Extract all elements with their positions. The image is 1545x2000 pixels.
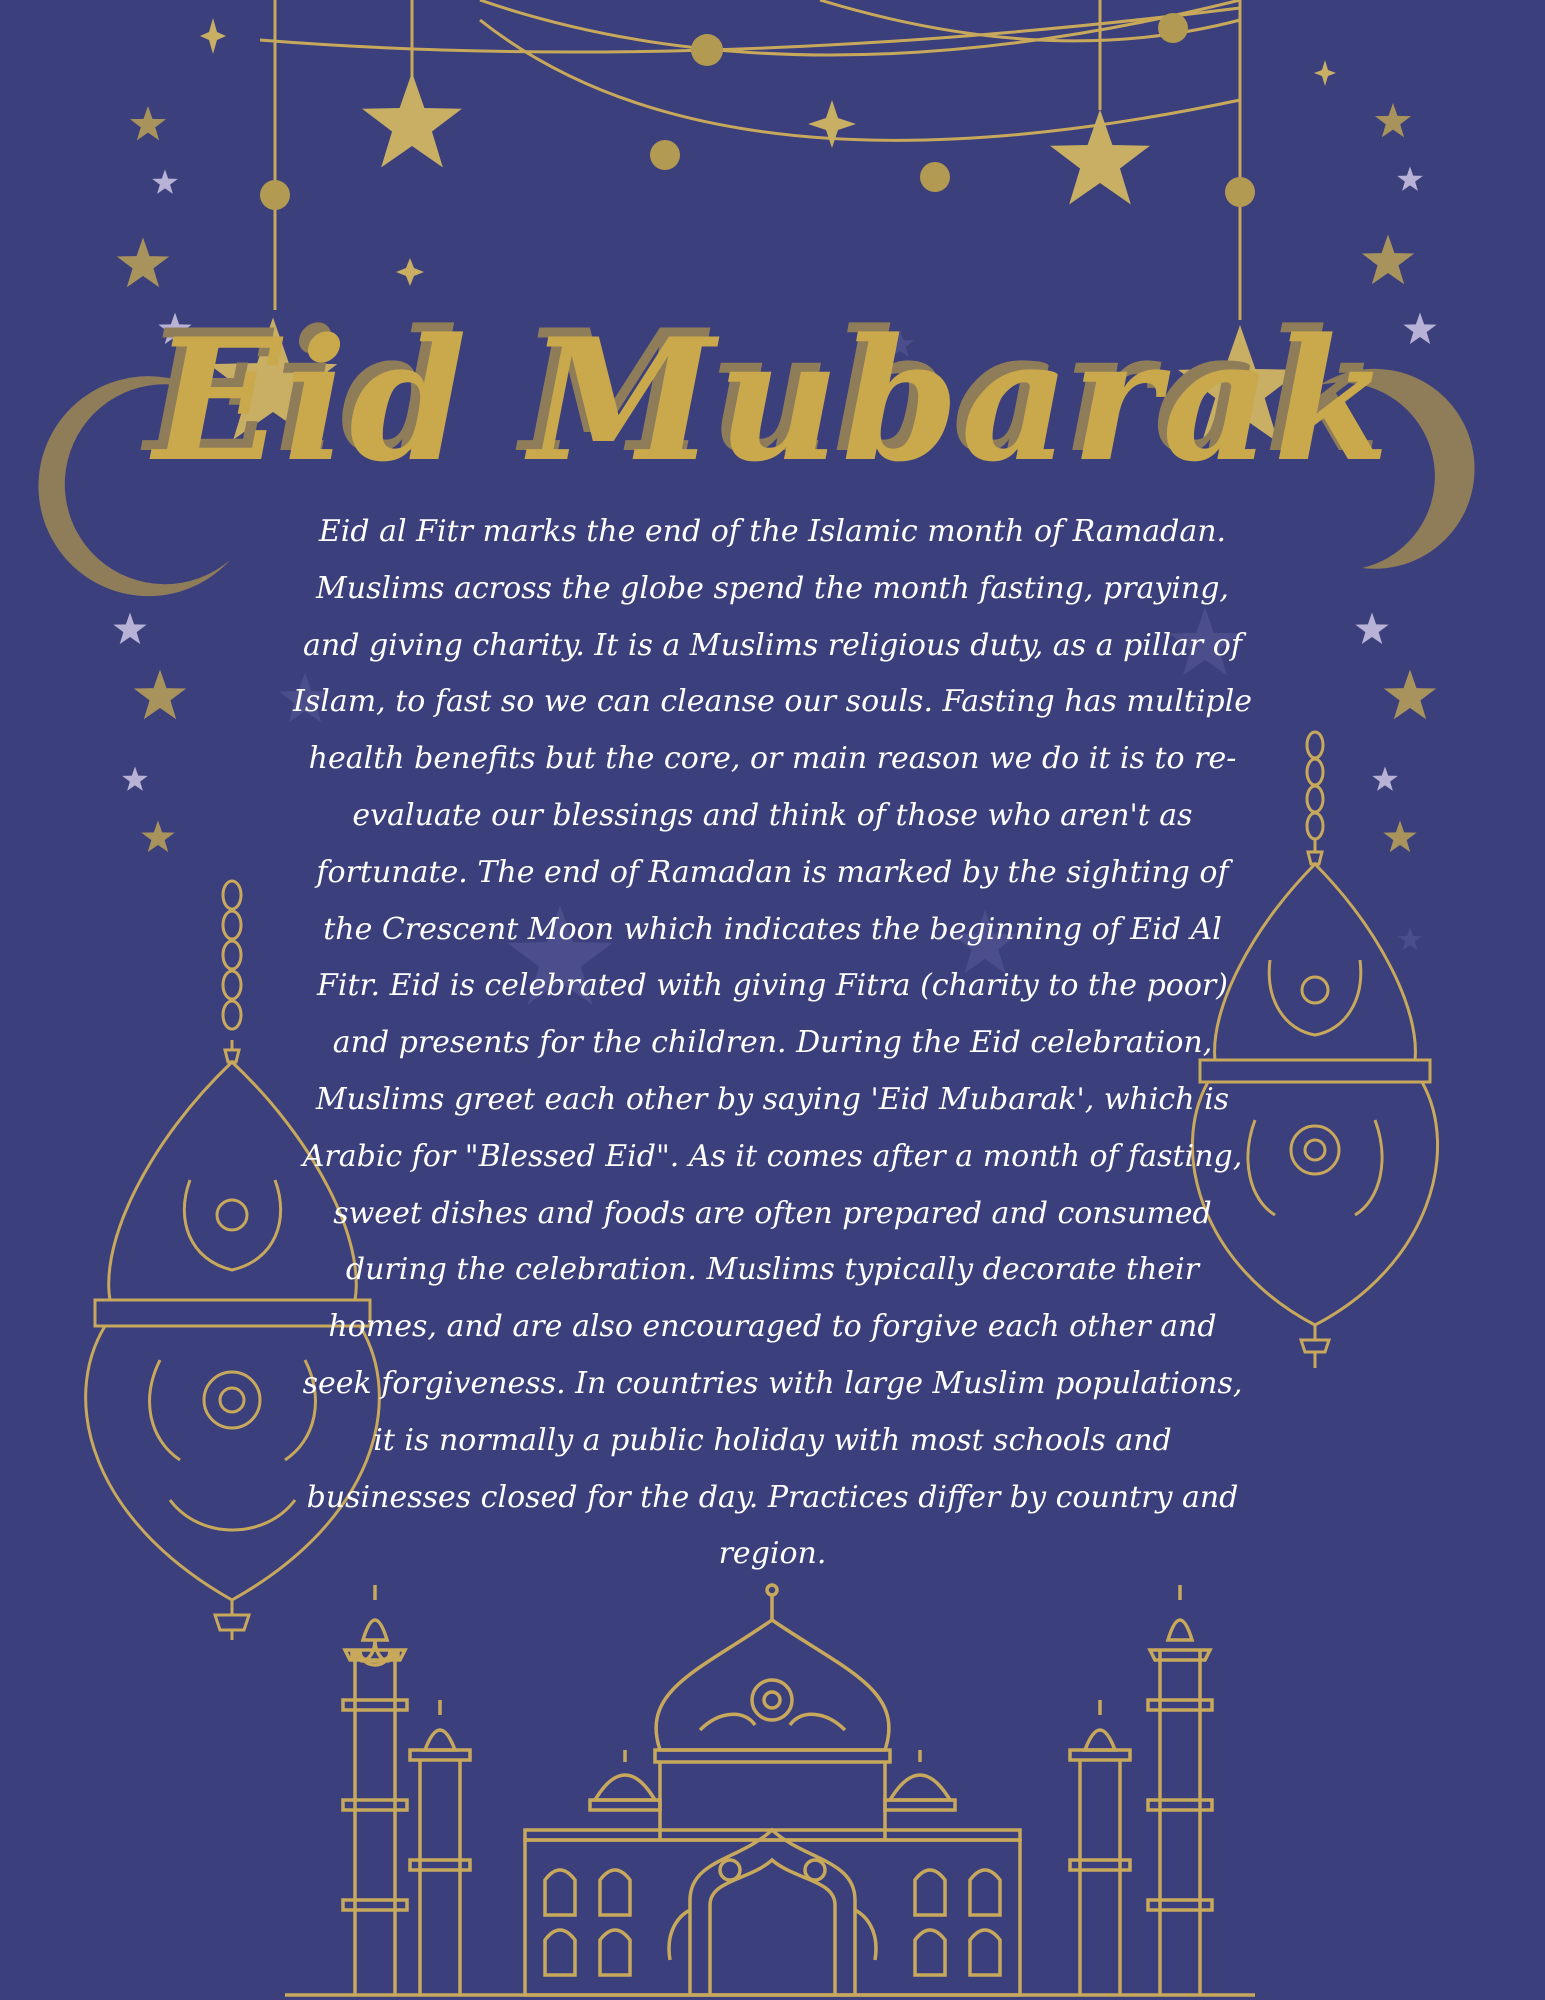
mosque-icon — [285, 1585, 1255, 1995]
body-paragraph: Eid al Fitr marks the end of the Islamic month of Ramadan. Muslims across the globe spend the month fasting, praying, and giving charity. It is a Muslims religious duty, as a pillar of Islam, to fast so we can cleanse our souls. Fasting has multiple health benefits but the core, or main reason we do it is to re-evaluate our blessings and think of those who aren't as fortunate. The end of Ramadan is marked by the sighting of the Crescent Moon which indicates the beginning of Eid Al Fitr. Eid is celebrated with giving Fitra (charity to the poor) and presents for the children. During the Eid celebration, Muslims greet each other by saying 'Eid Mubarak', which is Arabic for "Blessed Eid". As it comes after a month of fasting, sweet dishes and foods are often prepared and consumed during the celebration. Muslims typically decorate their homes, and are also encouraged to forgive each other and seek forgiveness. In countries with large Muslim populations, it is normally a public holiday with most schools and businesses closed for the day. Practices differ by country and region. — [292, 514, 1252, 1572]
page-title: Eid Mubarak — [153, 301, 1392, 499]
